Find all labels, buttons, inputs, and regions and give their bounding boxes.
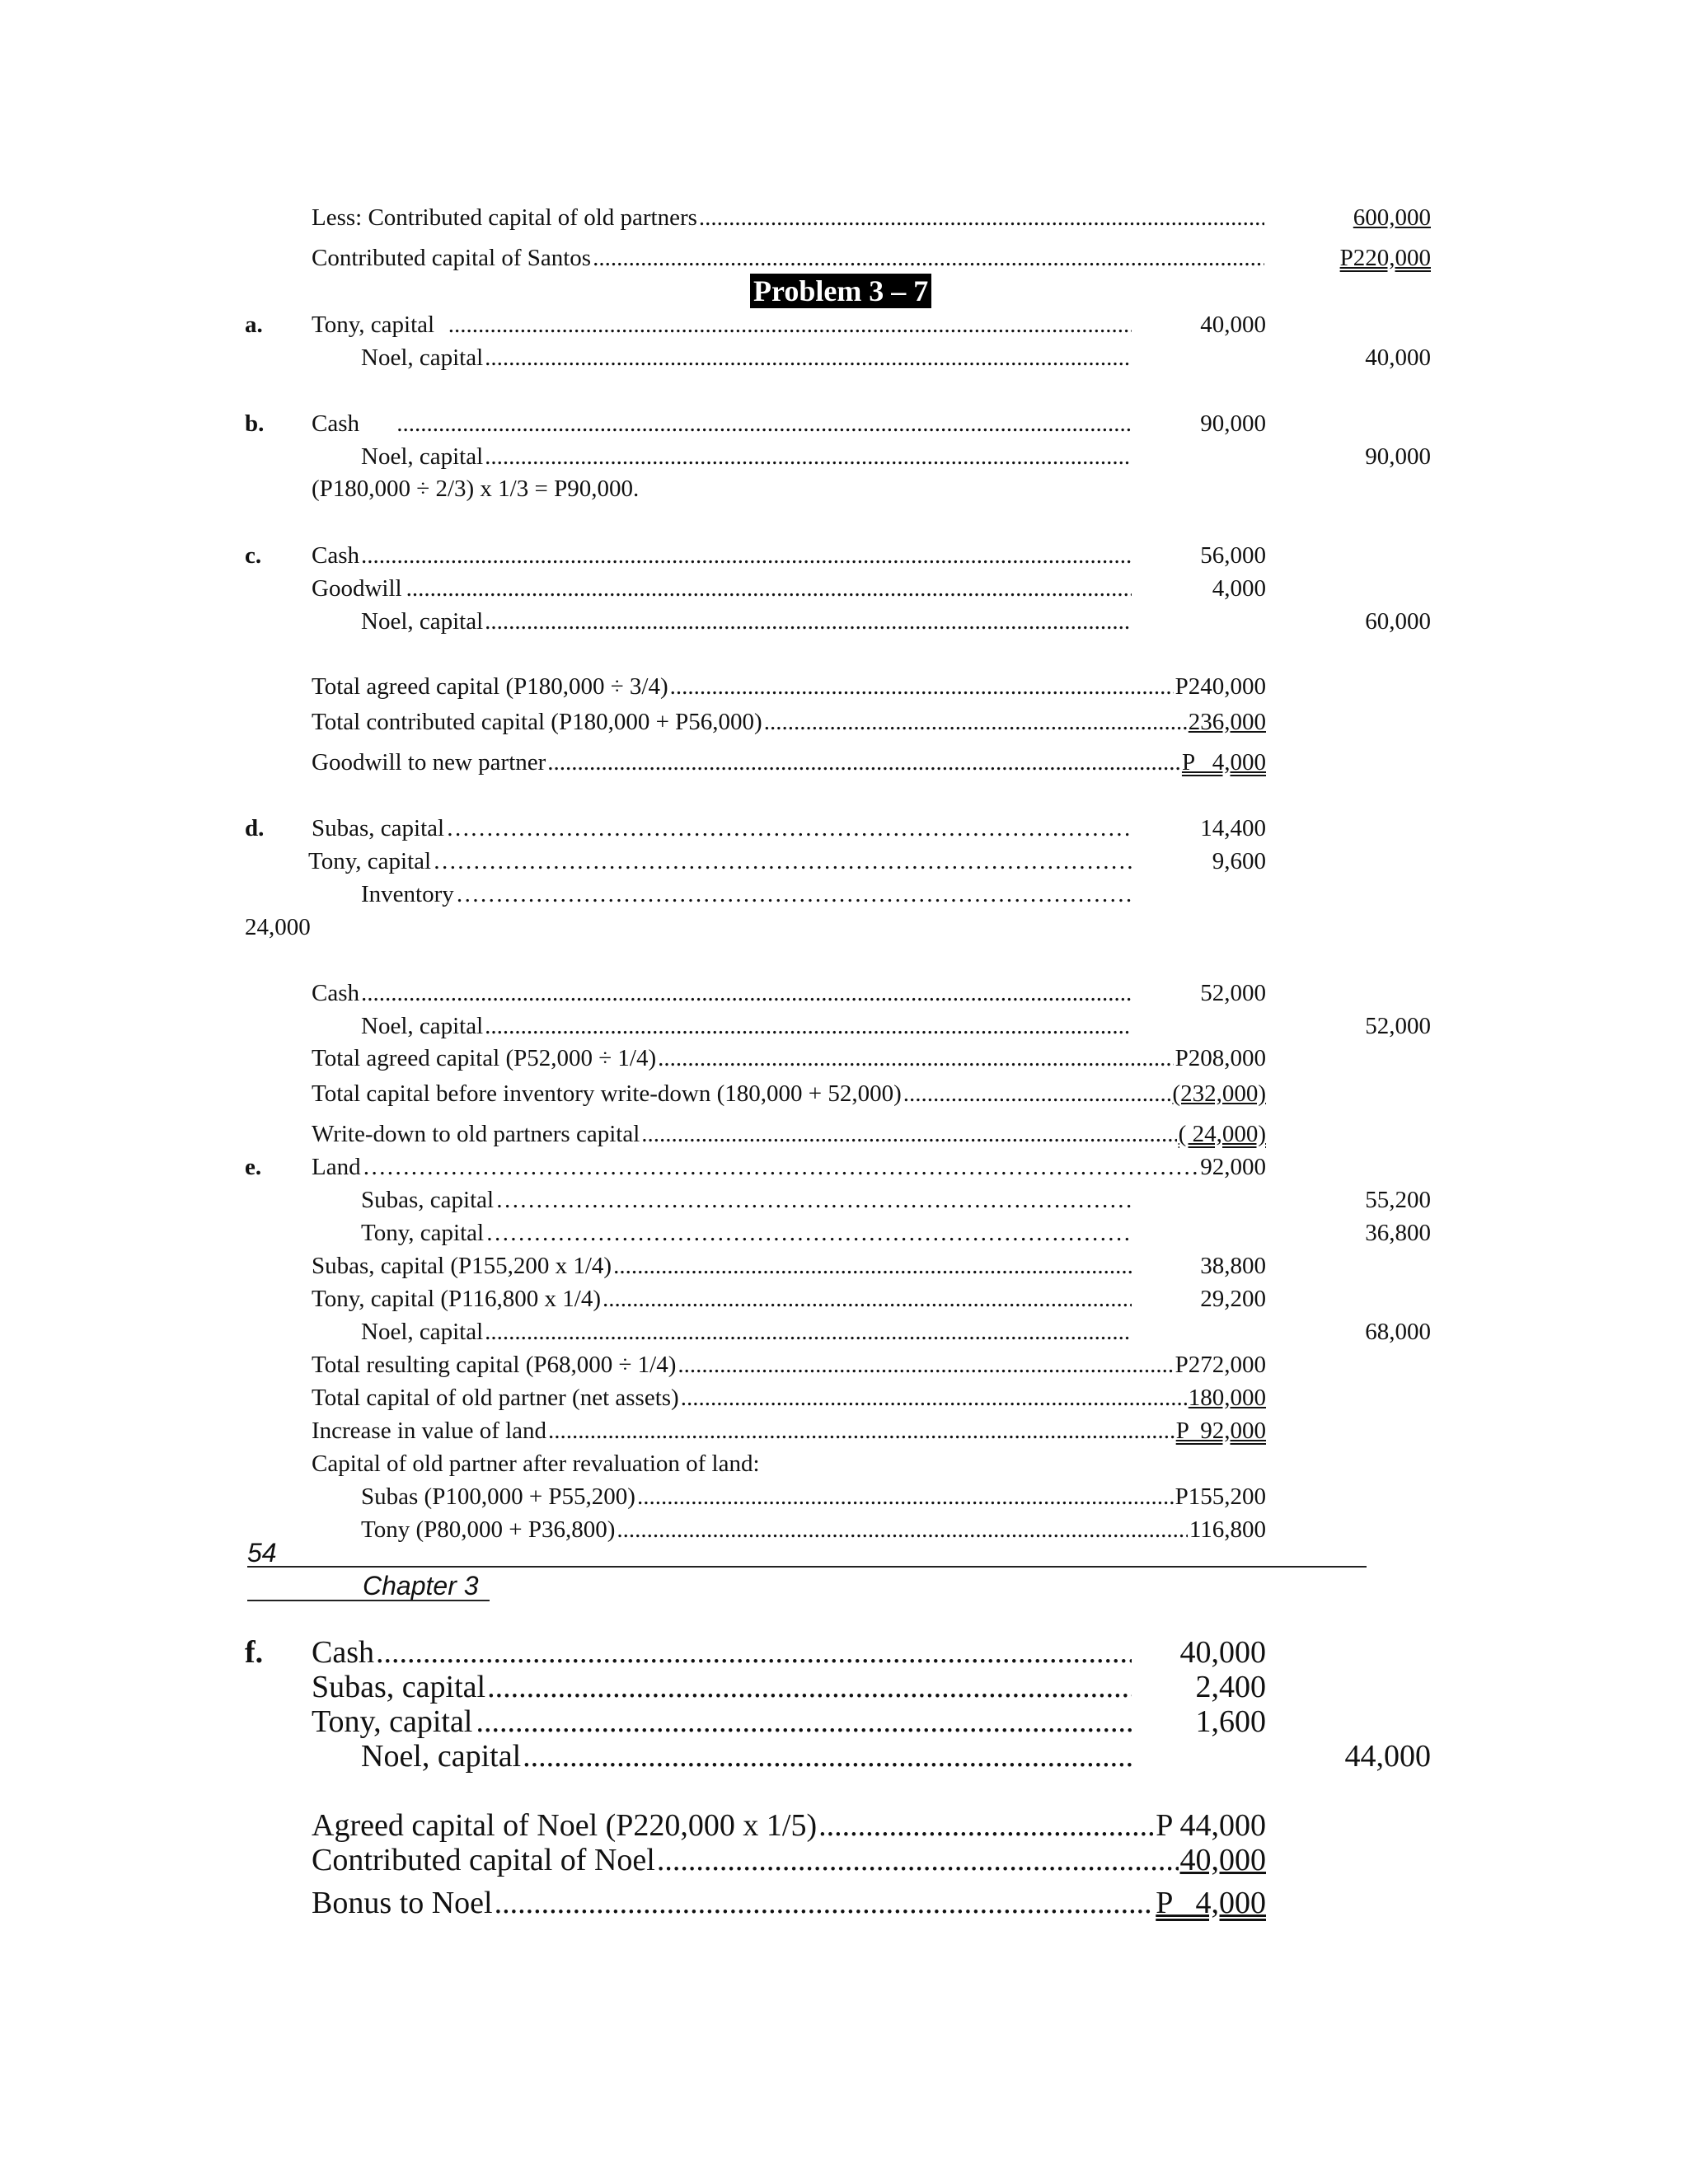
- d-noel-label: Noel, capital: [361, 1013, 484, 1039]
- intro-santos-row: [312, 241, 1266, 274]
- f-tony-debit: 1,600: [1195, 1704, 1266, 1739]
- c-contributed-row: [312, 705, 1266, 738]
- a-tony-label: Tony, capital: [312, 312, 435, 338]
- f-subas-debit: 2,400: [1195, 1670, 1266, 1704]
- d-subas-debit: 14,400: [1200, 815, 1266, 841]
- intro-santos-label: Contributed capital of Santos: [312, 245, 592, 271]
- d-subas-row: [312, 812, 1133, 845]
- intro-less-row: [312, 201, 1266, 234]
- e-subas-after-row: [361, 1480, 1266, 1513]
- c-cash-row: [312, 539, 1133, 572]
- f-contributed-value: 40,000: [1179, 1843, 1266, 1877]
- b-note: (P180,000 ÷ 2/3) x 1/3 = P90,000.: [312, 476, 640, 502]
- b-noel-label: Noel, capital: [361, 443, 484, 470]
- f-bonus-value: P 4,000: [1156, 1886, 1266, 1920]
- c-agreed-value: P240,000: [1175, 673, 1266, 700]
- d-inventory-row: [361, 878, 1133, 911]
- b-cash-debit: 90,000: [1200, 410, 1266, 437]
- e-subas-after-label: Subas (P100,000 + P55,200): [361, 1483, 635, 1510]
- d-noel-credit: 52,000: [1365, 1013, 1431, 1039]
- e-land-row: [312, 1151, 1266, 1183]
- e-increase-row: [312, 1414, 1266, 1447]
- section-d-letter: d.: [245, 815, 265, 841]
- e-tony-row: [361, 1216, 1133, 1249]
- e-tony-after-row: [361, 1513, 1266, 1546]
- c-goodwill-debit: 4,000: [1212, 575, 1266, 602]
- d-writedown-row: [312, 1118, 1266, 1151]
- c-goodwill-row: [312, 572, 1133, 605]
- e-increase-value: P 92,000: [1175, 1418, 1266, 1444]
- f-agreed-value: P 44,000: [1156, 1808, 1266, 1843]
- f-contributed-label: Contributed capital of Noel: [312, 1843, 655, 1877]
- d-before-value: (232,000): [1172, 1080, 1266, 1107]
- f-contributed-row: [312, 1842, 1266, 1878]
- d-agreed-label: Total agreed capital (P52,000 ÷ 1/4): [312, 1045, 657, 1071]
- c-goodwill-new-value: P 4,000: [1181, 749, 1266, 776]
- d-tony-row: [308, 845, 1133, 878]
- e-resulting-label: Total resulting capital (P68,000 ÷ 1/4): [312, 1352, 677, 1378]
- section-c-letter: c.: [245, 542, 262, 569]
- d-tony-label: Tony, capital: [308, 848, 432, 874]
- f-noel-credit: 44,000: [1344, 1739, 1431, 1774]
- d-before-row: [312, 1077, 1266, 1110]
- e-tony-label: Tony, capital: [361, 1220, 485, 1246]
- footer-rule-top: [247, 1566, 1367, 1568]
- c-noel-credit: 60,000: [1365, 608, 1431, 635]
- f-cash-label: Cash: [312, 1635, 374, 1670]
- chapter-label: Chapter 3: [363, 1571, 479, 1601]
- e-subas2-row: [312, 1249, 1133, 1282]
- a-noel-row: [361, 341, 1133, 374]
- e-old-row: [312, 1381, 1266, 1414]
- intro-santos-value: P220,000: [1339, 245, 1431, 271]
- e-old-label: Total capital of old partner (net assets): [312, 1385, 679, 1411]
- c-agreed-label: Total agreed capital (P180,000 ÷ 3/4): [312, 673, 668, 700]
- d-writedown-label: Write-down to old partners capital: [312, 1121, 640, 1147]
- section-a-letter: a.: [245, 312, 263, 338]
- d-inventory-label: Inventory: [361, 881, 454, 907]
- d-before-label: Total capital before inventory write-down (180,000 + 52,000): [312, 1080, 902, 1107]
- f-cash-row: [312, 1634, 1133, 1671]
- e-resulting-value: P272,000: [1175, 1352, 1266, 1378]
- f-agreed-row: [312, 1807, 1266, 1844]
- e-tony-after-value: 116,800: [1189, 1516, 1266, 1543]
- c-agreed-row: [312, 670, 1266, 703]
- b-noel-credit: 90,000: [1365, 443, 1431, 470]
- f-noel-label: Noel, capital: [361, 1739, 522, 1774]
- f-tony-row: [312, 1704, 1133, 1740]
- d-inventory-credit: 24,000: [245, 914, 311, 940]
- b-cash-row: [312, 407, 1133, 440]
- e-land-debit: 92,000: [1200, 1154, 1266, 1180]
- e-tony2-debit: 29,200: [1200, 1286, 1266, 1312]
- e-subas-credit: 55,200: [1365, 1187, 1431, 1213]
- b-cash-label: Cash: [312, 410, 359, 437]
- e-resulting-row: [312, 1348, 1266, 1381]
- f-noel-row: [361, 1738, 1133, 1774]
- c-noel-row: [361, 605, 1133, 638]
- e-subas2-debit: 38,800: [1200, 1253, 1266, 1279]
- e-land-label: Land: [312, 1154, 361, 1180]
- section-b-letter: b.: [245, 410, 265, 437]
- a-noel-label: Noel, capital: [361, 344, 484, 371]
- d-noel-row: [361, 1010, 1133, 1043]
- d-cash-label: Cash: [312, 980, 359, 1006]
- c-goodwill-label: Goodwill: [312, 575, 402, 602]
- e-tony-credit: 36,800: [1365, 1220, 1431, 1246]
- f-agreed-label: Agreed capital of Noel (P220,000 x 1/5): [312, 1808, 818, 1843]
- problem-heading: Problem 3 – 7: [750, 274, 931, 308]
- page-number: 54: [247, 1538, 277, 1568]
- d-agreed-row: [312, 1042, 1266, 1075]
- e-increase-label: Increase in value of land: [312, 1418, 547, 1444]
- e-subas-label: Subas, capital: [361, 1187, 495, 1213]
- e-subas-row: [361, 1183, 1133, 1216]
- d-cash-debit: 52,000: [1200, 980, 1266, 1006]
- e-tony2-label: Tony, capital (P116,800 x 1/4): [312, 1286, 602, 1312]
- f-bonus-label: Bonus to Noel: [312, 1886, 493, 1920]
- a-tony-debit: 40,000: [1200, 312, 1266, 338]
- intro-less-label: Less: Contributed capital of old partners: [312, 204, 697, 231]
- intro-less-value: 600,000: [1353, 204, 1431, 231]
- c-noel-label: Noel, capital: [361, 608, 484, 635]
- e-subas2-label: Subas, capital (P155,200 x 1/4): [312, 1253, 612, 1279]
- e-noel-label: Noel, capital: [361, 1319, 484, 1345]
- d-agreed-value: P208,000: [1175, 1045, 1266, 1071]
- d-subas-label: Subas, capital: [312, 815, 445, 841]
- e-after-label: Capital of old partner after revaluation of land:: [312, 1451, 760, 1477]
- c-goodwill-new-label: Goodwill to new partner: [312, 749, 546, 776]
- b-noel-row: [361, 440, 1133, 473]
- e-noel-row: [361, 1315, 1133, 1348]
- c-contributed-value: 236,000: [1188, 709, 1266, 735]
- f-tony-label: Tony, capital: [312, 1704, 473, 1739]
- f-bonus-row: [312, 1885, 1266, 1921]
- d-writedown-value: ( 24,000): [1178, 1121, 1266, 1147]
- c-goodwill-new-row: [312, 746, 1266, 779]
- d-tony-debit: 9,600: [1212, 848, 1266, 874]
- c-cash-label: Cash: [312, 542, 359, 569]
- e-tony-after-label: Tony (P80,000 + P36,800): [361, 1516, 616, 1543]
- f-subas-row: [312, 1669, 1133, 1705]
- section-e-letter: e.: [245, 1154, 262, 1180]
- c-cash-debit: 56,000: [1200, 542, 1266, 569]
- e-subas-after-value: P155,200: [1175, 1483, 1266, 1510]
- e-tony2-row: [312, 1282, 1133, 1315]
- e-noel-credit: 68,000: [1365, 1319, 1431, 1345]
- a-noel-credit: 40,000: [1365, 344, 1431, 371]
- a-tony-row: [312, 308, 1133, 341]
- footer-rule-bottom: [247, 1600, 490, 1601]
- c-contributed-label: Total contributed capital (P180,000 + P56,000): [312, 709, 762, 735]
- d-cash-row: [312, 977, 1133, 1010]
- section-f-letter: f.: [245, 1635, 264, 1670]
- e-old-value: 180,000: [1188, 1385, 1266, 1411]
- f-subas-label: Subas, capital: [312, 1670, 486, 1704]
- f-cash-debit: 40,000: [1179, 1635, 1266, 1670]
